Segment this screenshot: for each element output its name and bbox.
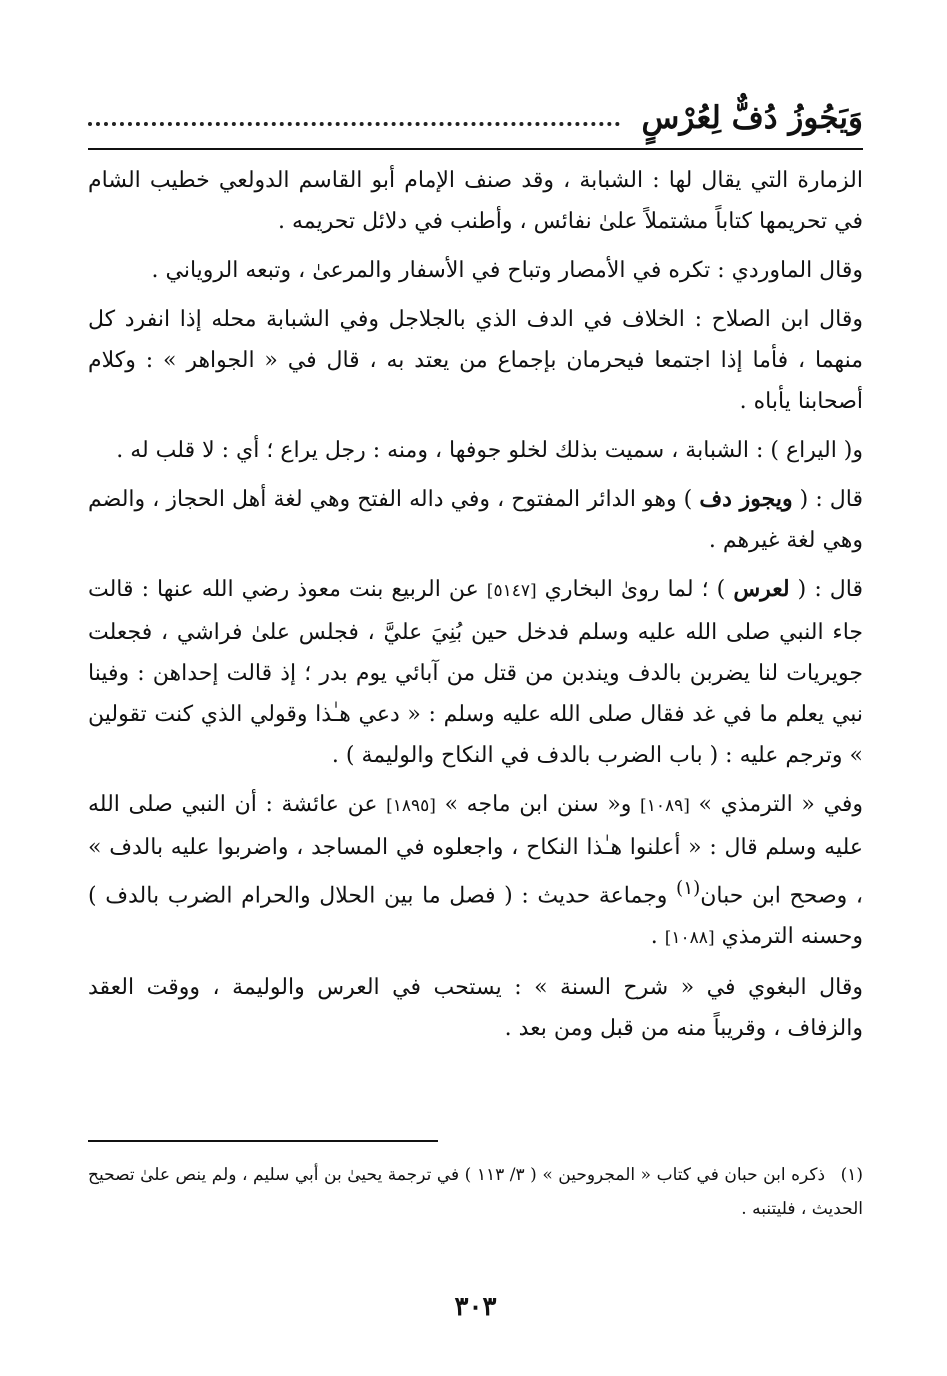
paragraph-text: وجماعة حديث : ( فصل ما بين الحلال والحرام الضرب بالدف ) وحسنه الترمذي — [88, 883, 863, 950]
paragraph-text: ) وهو الدائر المفتوح ، وفي داله الفتح وهي لغة أهل الحجاز ، والضم وهي لغة غيرهم . — [88, 487, 863, 553]
paragraph — [88, 569, 863, 776]
paragraph-text: وقال ابن الصلاح : الخلاف في الدف الذي بالجلاجل وفي الشبابة محله إذا انفرد كل منهما ، فأما إذا اجتمعا فيحرمان بإجماع من يعتد به ، قال في « الجواهر » : وكلام أصحابنا يأباه . — [88, 307, 863, 414]
paragraph-text: ) ؛ لما روىٰ البخاري — [536, 577, 734, 602]
paragraph — [88, 160, 863, 242]
paragraph — [88, 967, 863, 1049]
paragraph-text: . — [650, 924, 665, 950]
paragraph-text: و( اليراع ) : الشبابة ، سميت بذلك لخلو جوفها ، ومنه : رجل يراع ؛ أي : لا قلب له . — [116, 438, 863, 463]
running-header — [88, 78, 863, 134]
paragraph — [88, 250, 863, 291]
paragraph — [88, 430, 863, 471]
paragraph-text: عن الربيع بنت معوذ رضي الله عنها : قالت جاء النبي صلى الله عليه وسلم فدخل حين بُنِيَ عليَّ ، فجلس علىٰ فراشي ، فجعلت جويريات لنا يضربن بالدف ويندبن من قتل من آبائي يوم بدر ؛ إذ قالت إحداهن : وفينا نبي يعلم ما في غد فقال صلى الله عليه وسلم : « دعي هـٰذا وقولي الذي كنت تقولين » وترجم عليه : ( باب الضرب بالدف في النكاح والوليمة ) . — [88, 577, 863, 768]
paragraph-text: و« سنن ابن ماجه » — [435, 792, 641, 817]
footnote-text: ذكره ابن حبان في كتاب « المجروحين » ( ٣/ ١١٣ ) في ترجمة يحيىٰ بن أبي سليم ، ولم ينص علىٰ تصحيح الحديث ، فليتنبه . — [88, 1165, 863, 1219]
paragraph-text: وقال الماوردي : تكره في الأمصار وتباح في الأسفار والمرعىٰ ، وتبعه الروياني . — [151, 258, 863, 283]
citation-number: [٥١٤٧] — [486, 581, 537, 601]
footnote-marker: (١) — [840, 1165, 864, 1185]
paragraph — [88, 299, 863, 422]
header-dotted-leader — [88, 122, 620, 126]
page-number: ٣٠٣ — [454, 1292, 497, 1322]
header-rule — [88, 148, 863, 150]
paragraph-text: قال : ( — [789, 577, 863, 602]
quoted-matn-text: لعرس — [733, 576, 790, 602]
footnote-separator — [88, 1140, 438, 1142]
footnote — [88, 1158, 863, 1226]
citation-number: [١٠٨٨] — [664, 928, 715, 949]
citation-number: [١٨٩٥] — [386, 796, 436, 816]
quoted-matn-text: ويجوز دف — [699, 486, 793, 512]
paragraph-text: قال : ( — [792, 487, 864, 512]
paragraph-text: عن عائشة : أن النبي صلى الله عليه وسلم قال : « أعلنوا هـٰذا النكاح ، واجعلوه في المساجد ، واضربوا عليه بالدف » ، وصحح ابن حبان — [88, 792, 863, 909]
paragraph — [88, 784, 863, 959]
paragraph-text: وقال البغوي في « شرح السنة » : يستحب في العرس والوليمة ، ووقت العقد والزفاف ، وقريباً منه من قبل ومن بعد . — [88, 975, 863, 1042]
book-page — [88, 0, 863, 1376]
main-text — [88, 160, 863, 1057]
footnote-reference: (١) — [676, 878, 701, 899]
paragraph — [88, 479, 863, 561]
paragraph-text: وفي « الترمذي » — [689, 792, 863, 817]
paragraph-text: الزمارة التي يقال لها : الشبابة ، وقد صنف الإمام أبو القاسم الدولعي خطيب الشام في تحريمها كتاباً مشتملاً علىٰ نفائس ، وأطنب في دلائل تحريمه . — [88, 168, 863, 234]
running-title: وَيَجُوزُ دُفٌّ لِعُرْسٍ — [641, 100, 863, 136]
citation-number: [١٠٨٩] — [640, 796, 690, 816]
